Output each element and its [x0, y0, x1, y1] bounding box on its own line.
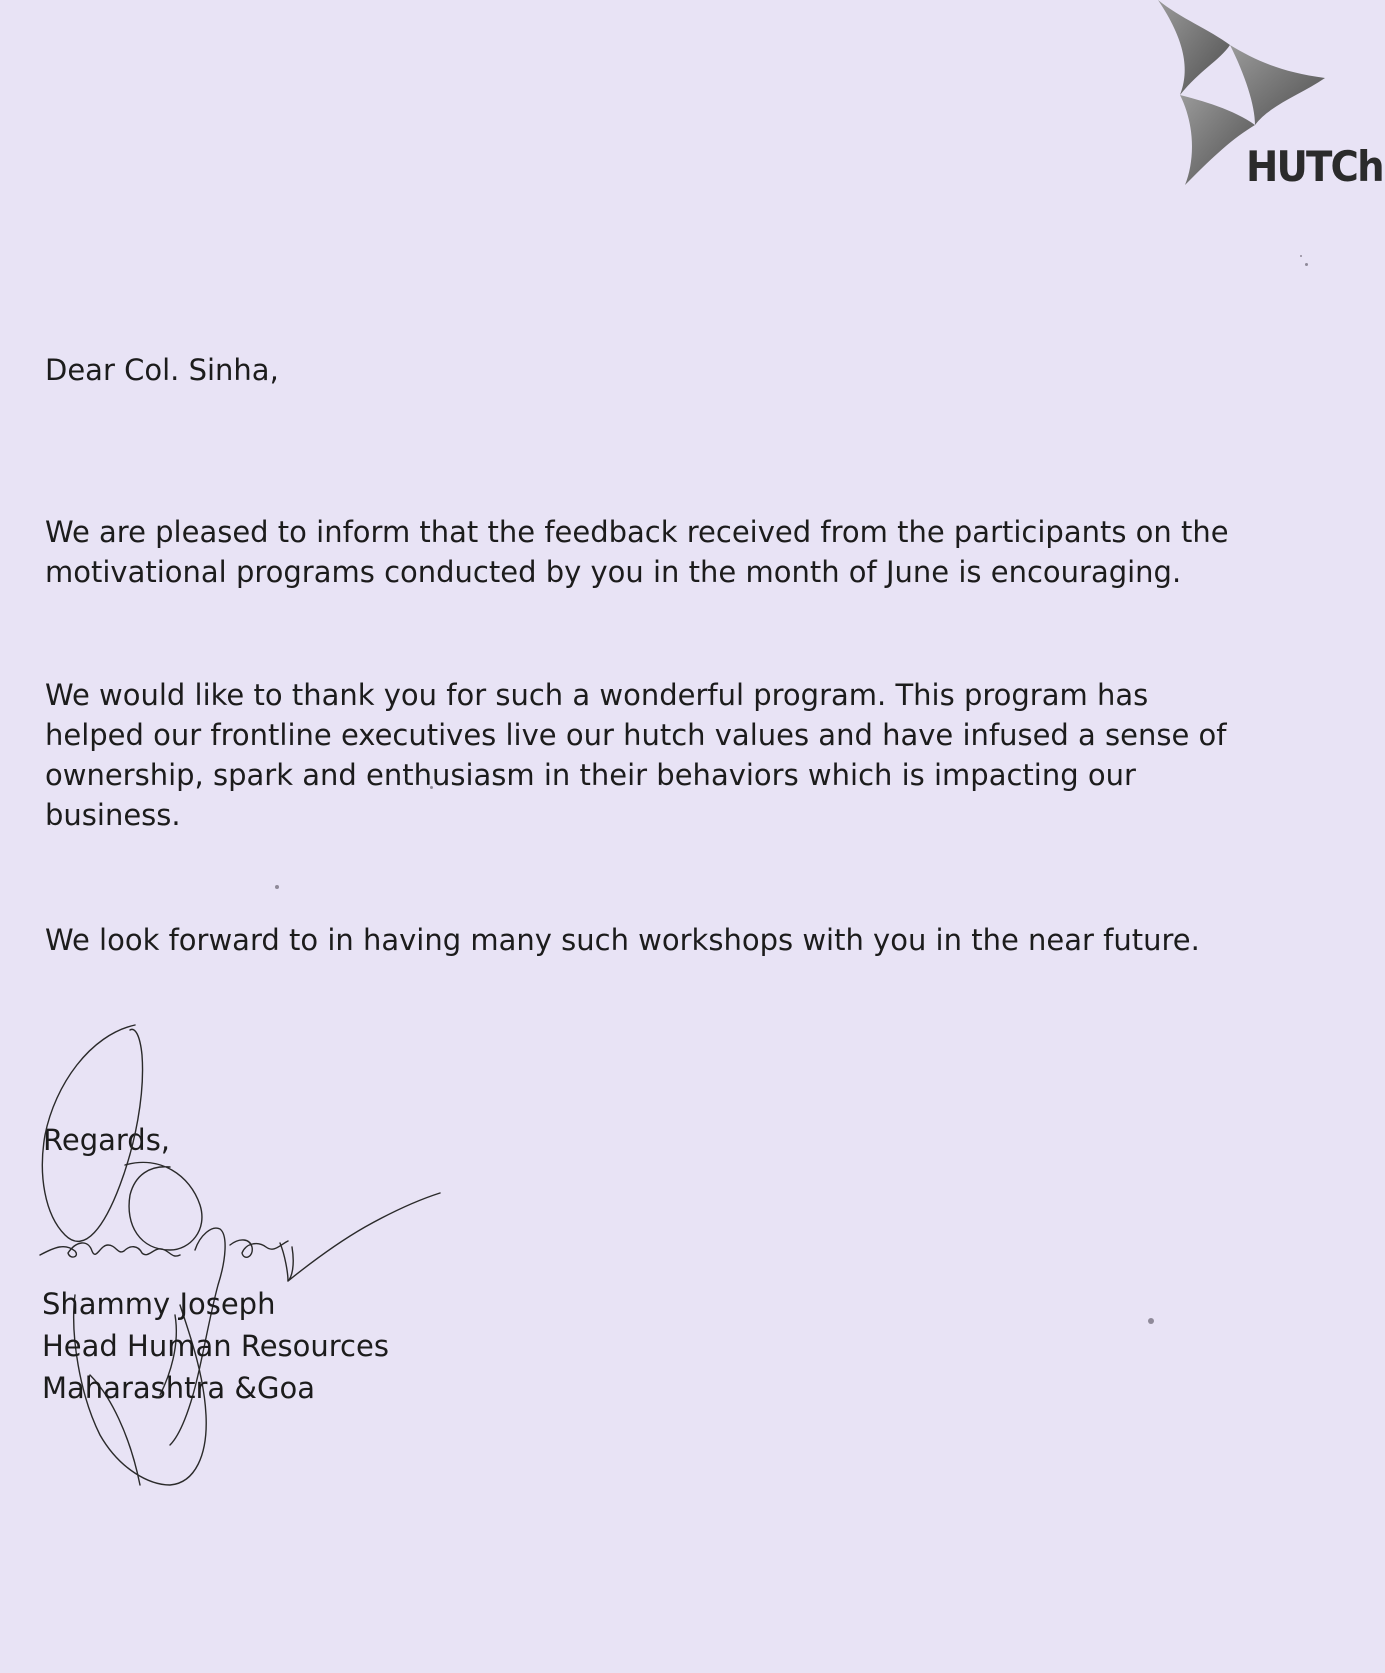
signatory-block: [42, 1283, 389, 1409]
brand-wordmark: HUTCh: [1246, 142, 1383, 191]
paragraph-feedback: [45, 512, 1229, 592]
paragraph-line: We would like to thank you for such a wonderful program. This program has: [45, 678, 1149, 712]
paper-speck: [1148, 1318, 1154, 1324]
paragraph-line: business.: [45, 798, 181, 832]
signatory-name: Shammy Joseph: [42, 1287, 276, 1321]
paragraph-thanks: [45, 675, 1227, 835]
paper-speck: [275, 885, 279, 889]
signatory-title: Head Human Resources: [42, 1329, 389, 1363]
salutation: Dear Col. Sinha,: [45, 353, 279, 387]
paragraph-line: ownership, spark and enthusiasm in their behaviors which is impacting our: [45, 758, 1136, 792]
paper-speck: [1305, 263, 1308, 266]
closing: Regards,: [43, 1123, 171, 1157]
paragraph-line: helped our frontline executives live our hutch values and have infused a sense of: [45, 718, 1227, 752]
paper-speck: [1300, 255, 1302, 257]
signatory-region: Maharashtra &Goa: [42, 1371, 316, 1405]
paragraph-line: We are pleased to inform that the feedback received from the participants on the: [45, 515, 1229, 549]
paragraph-line: motivational programs conducted by you in the month of June is encouraging.: [45, 555, 1182, 589]
paragraph-future: We look forward to in having many such workshops with you in the near future.: [45, 923, 1200, 957]
handwritten-signature: [30, 1015, 450, 1495]
